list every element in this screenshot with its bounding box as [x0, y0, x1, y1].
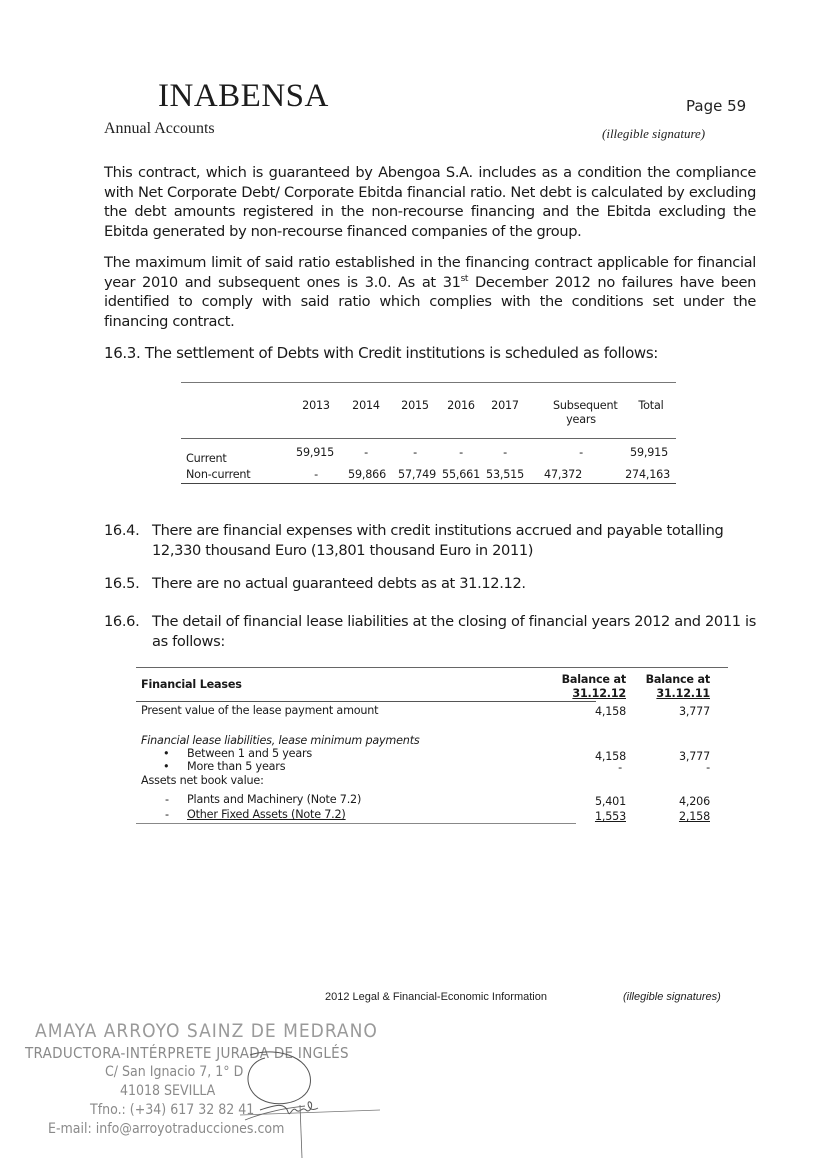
cell-current-2013: 59,915 — [296, 446, 334, 459]
cell-noncurrent-2017: 53,515 — [486, 468, 524, 481]
bullet-icon: • — [163, 747, 170, 760]
cell-noncurrent-2014: 59,866 — [348, 468, 386, 481]
cell-noncurrent-2016: 55,661 — [442, 468, 480, 481]
row-label-more-than-5: More than 5 years — [187, 760, 286, 773]
cell-current-2017: - — [503, 446, 507, 459]
bullet-icon: • — [163, 760, 170, 773]
stamp-city: 41018 SEVILLA — [120, 1083, 216, 1099]
row-label-between-1-5: Between 1 and 5 years — [187, 747, 313, 760]
cell-current-2015: - — [413, 446, 417, 459]
cell-noncurrent-2015: 57,749 — [398, 468, 436, 481]
col-header-2014: 2014 — [352, 399, 380, 412]
row-label-assets-nbv: Assets net book value: — [141, 774, 264, 787]
item-text: The detail of financial lease liabilities at the closing of financial years 2012 and 2011 is as follows: — [152, 613, 756, 650]
company-logo: INABENSA — [158, 78, 329, 114]
col-header-2012-line1: Balance at — [561, 673, 626, 686]
section-16-3-heading: 16.3. The settlement of Debts with Credit institutions is scheduled as follows: — [104, 344, 658, 362]
document-subtitle: Annual Accounts — [104, 120, 215, 137]
item-number: 16.6. — [104, 613, 140, 630]
cell-more-than-5-2012: - — [618, 761, 622, 774]
paragraph-ratio-limit — [104, 253, 756, 331]
row-label-present-value: Present value of the lease payment amount — [141, 704, 379, 717]
col-header-2011-line1: Balance at — [645, 673, 710, 686]
footer-text: 2012 Legal & Financial-Economic Information — [325, 991, 547, 1003]
leases-header-rule — [136, 701, 596, 702]
dash-icon: - — [165, 793, 169, 806]
cell-current-2014: - — [364, 446, 368, 459]
item-text: There are financial expenses with credit institutions accrued and payable totalling 12,330 thousand Euro (13,801 thousand Euro in 2011) — [152, 522, 724, 559]
col-header-2016: 2016 — [447, 399, 475, 412]
stamp-title: TRADUCTORA-INTÉRPRETE JURADA DE INGLÉS — [25, 1044, 349, 1062]
item-16-4 — [104, 521, 756, 560]
leases-title: Financial Leases — [141, 678, 242, 691]
cell-present-value-2012: 4,158 — [594, 705, 626, 718]
page-number: Page 59 — [686, 97, 747, 115]
paragraph-contract: This contract, which is guaranteed by Abengoa S.A. includes as a condition the compliance with Net Corporate Debt/ Corporate Ebitda financial ratio. Net debt is calculated by excluding the debt amounts registered in the non-recourse financing and the Ebitda excluding the Ebitda generated by non-recourse financed companies of the group. — [104, 164, 756, 240]
item-16-6 — [104, 612, 756, 651]
row-label-plants-machinery: Plants and Machinery (Note 7.2) — [187, 793, 362, 806]
ordinal-suffix: st — [460, 273, 469, 284]
paragraph-ratio-text-before: The maximum limit of said ratio established in the financing contract applicable for financial year 2010 and subsequent ones is 3.0. As at 31 — [104, 254, 756, 291]
signature-note: (illegible signature) — [602, 126, 706, 141]
cell-noncurrent-total: 274,163 — [625, 468, 670, 481]
handwritten-signature-icon — [230, 1050, 390, 1160]
cell-between-1-5-2011: 3,777 — [678, 750, 710, 763]
item-text: There are no actual guaranteed debts as at 31.12.12. — [152, 575, 526, 592]
row-label-non-current: Non-current — [186, 468, 251, 481]
col-header-2015: 2015 — [401, 399, 429, 412]
dash-icon: - — [165, 808, 169, 821]
stamp-email: E-mail: info@arroyotraducciones.com — [48, 1121, 285, 1137]
cell-noncurrent-subsequent: 47,372 — [544, 468, 582, 481]
cell-noncurrent-2013: - — [314, 468, 318, 481]
stamp-phone: Tfno.: (+34) 617 32 82 41 — [90, 1102, 255, 1118]
row-label-other-fixed-assets: Other Fixed Assets (Note 7.2) — [187, 808, 346, 821]
cell-plants-machinery-2012: 5,401 — [594, 795, 626, 808]
stamp-name: AMAYA ARROYO SAINZ DE MEDRANO — [35, 1020, 378, 1042]
cell-other-fixed-assets-2011: 2,158 — [678, 810, 710, 823]
col-header-2011-line2: 31.12.11 — [656, 687, 710, 700]
table-bottom-rule — [181, 483, 676, 484]
cell-more-than-5-2011: - — [706, 761, 710, 774]
paragraph-ratio-text-after: December 2012 no failures have been identified to comply with said ratio which complies with the conditions set under the financing contract. — [104, 273, 756, 330]
item-number: 16.4. — [104, 522, 140, 539]
leases-top-rule — [136, 667, 728, 668]
col-header-2012-line2: 31.12.12 — [572, 687, 626, 700]
stamp-address: C/ San Ignacio 7, 1° D — [105, 1064, 244, 1080]
leases-bottom-rule — [136, 823, 576, 824]
cell-current-subsequent: - — [579, 446, 583, 459]
col-header-total: Total — [638, 399, 664, 412]
col-header-2013: 2013 — [302, 399, 330, 412]
table-top-rule — [181, 382, 676, 383]
item-number: 16.5. — [104, 575, 140, 592]
cell-plants-machinery-2011: 4,206 — [678, 795, 710, 808]
row-label-current: Current — [186, 452, 227, 465]
cell-between-1-5-2012: 4,158 — [594, 750, 626, 763]
table-header-rule — [181, 438, 676, 439]
row-label-lease-liabilities: Financial lease liabilities, lease minimum payments — [141, 734, 420, 747]
col-header-subsequent: Subsequent years — [553, 399, 618, 426]
cell-current-2016: - — [459, 446, 463, 459]
cell-present-value-2011: 3,777 — [678, 705, 710, 718]
cell-current-total: 59,915 — [630, 446, 668, 459]
col-header-2017: 2017 — [491, 399, 519, 412]
footer-signatures: (illegible signatures) — [623, 991, 721, 1003]
cell-other-fixed-assets-2012: 1,553 — [594, 810, 626, 823]
item-16-5 — [104, 574, 756, 594]
